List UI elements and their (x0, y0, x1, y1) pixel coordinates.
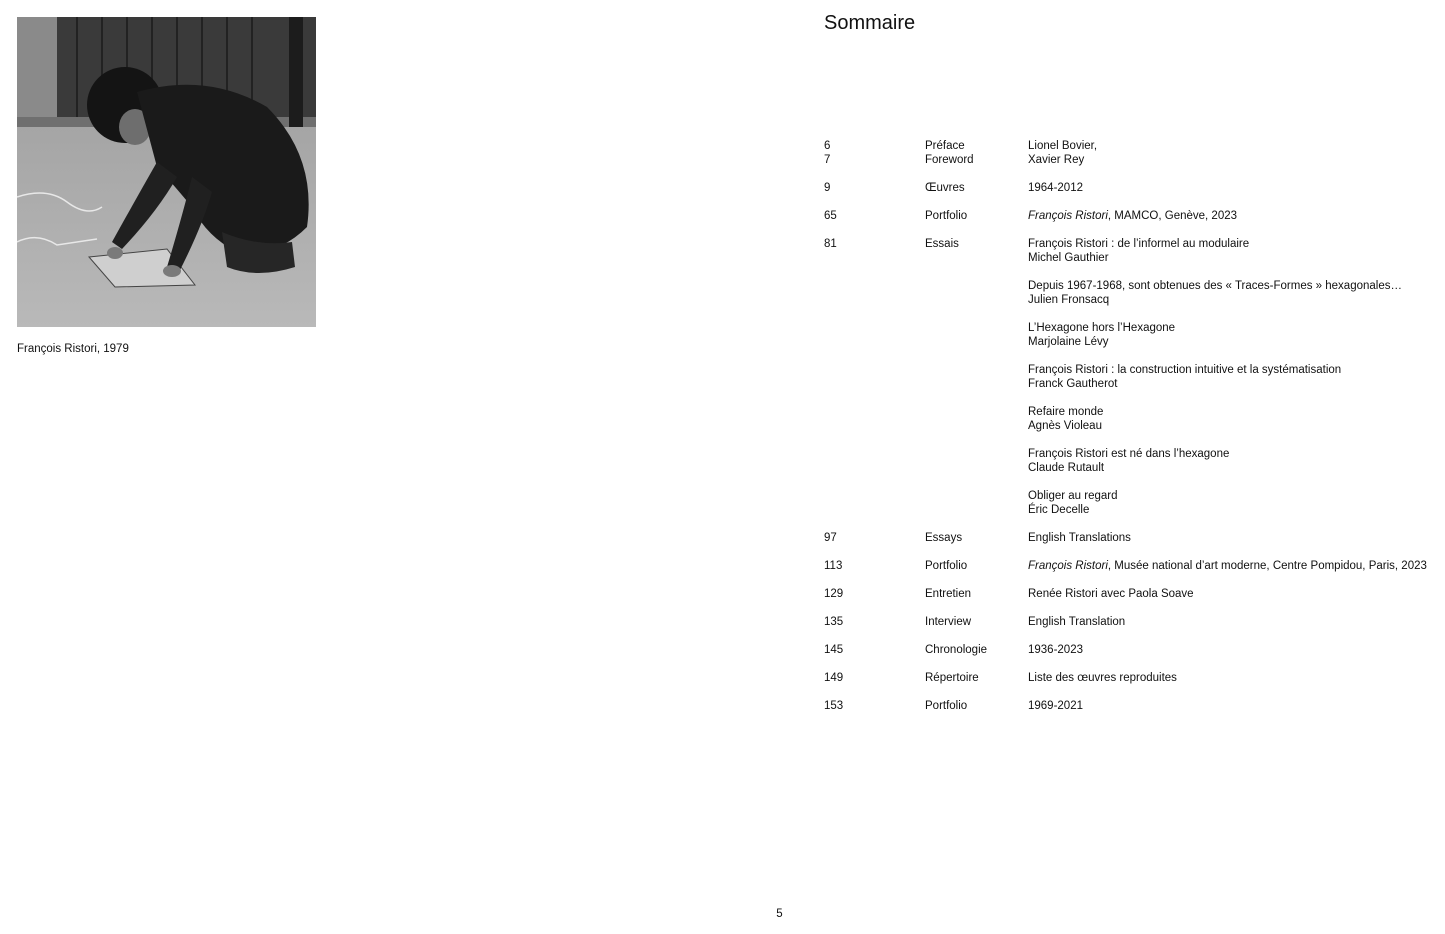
essay-item (1028, 363, 1434, 391)
essay-item (1028, 321, 1434, 349)
essay-title: Refaire monde (1028, 406, 1104, 418)
essay-author: Franck Gautherot (1028, 378, 1118, 390)
essay-author: Julien Fronsacq (1028, 294, 1110, 306)
toc-category: Préface (925, 140, 965, 152)
toc-page-number: 113 (824, 560, 843, 572)
toc-text: 1964-2012 (1028, 182, 1083, 194)
toc-page-number: 97 (824, 532, 837, 544)
toc-entry (824, 643, 1434, 657)
essay-author: Marjolaine Lévy (1028, 336, 1109, 348)
artist-photo (17, 17, 316, 327)
essay-item (1028, 489, 1434, 517)
essay-list (1028, 237, 1434, 517)
toc-page-number: 145 (824, 644, 844, 656)
toc-text: 1936-2023 (1028, 644, 1083, 656)
essay-author: Éric Decelle (1028, 504, 1090, 516)
toc-page-number: 6 (824, 140, 831, 152)
toc-pages (824, 139, 925, 167)
page-number: 5 (776, 908, 783, 920)
essay-author: Michel Gauthier (1028, 252, 1109, 264)
toc-text-italic: François Ristori (1028, 210, 1108, 222)
essay-title: Obliger au regard (1028, 490, 1118, 502)
toc-text: , MAMCO, Genève, 2023 (1107, 210, 1238, 222)
essay-item (1028, 279, 1434, 307)
toc-entry (824, 237, 1434, 517)
toc-text: Renée Ristori avec Paola Soave (1028, 588, 1194, 600)
toc-entry (824, 587, 1434, 601)
essay-title: Depuis 1967-1968, sont obtenues des « Traces-Formes » hexagonales… (1028, 280, 1402, 292)
essay-title: L’Hexagone hors l’Hexagone (1028, 322, 1176, 334)
toc-text: Liste des œuvres reproduites (1028, 672, 1177, 684)
toc-entry (824, 699, 1434, 713)
artist-photo-image (17, 17, 316, 327)
toc-category: Interview (925, 616, 972, 628)
toc-description (1028, 139, 1434, 167)
toc-page-number: 81 (824, 238, 837, 250)
essay-item (1028, 405, 1434, 433)
toc-entry (824, 615, 1434, 629)
essay-title: François Ristori : de l’informel au modulaire (1028, 238, 1250, 250)
essay-item (1028, 237, 1434, 265)
toc-category: Foreword (925, 154, 974, 166)
toc-entry (824, 559, 1434, 573)
essay-author: Agnès Violeau (1028, 420, 1102, 432)
toc-category: Portfolio (925, 700, 968, 712)
toc-category: Répertoire (925, 672, 979, 684)
essay-title: François Ristori est né dans l’hexagone (1028, 448, 1230, 460)
toc-page-number: 9 (824, 182, 831, 194)
toc-page-number: 65 (824, 210, 837, 222)
toc-text-italic: François Ristori (1028, 560, 1108, 572)
toc-title: Sommaire (824, 12, 916, 34)
toc-category: Entretien (925, 588, 972, 600)
toc-text: , Musée national d’art moderne, Centre Pompidou, Paris, 2023 (1107, 560, 1427, 572)
toc-category: Portfolio (925, 210, 968, 222)
toc-text: English Translations (1028, 532, 1131, 544)
photo-caption: François Ristori, 1979 (17, 343, 129, 355)
toc-page-number: 135 (824, 616, 844, 628)
toc-page-number: 129 (824, 588, 844, 600)
toc-category: Portfolio (925, 560, 968, 572)
toc-text: English Translation (1028, 616, 1126, 628)
toc-text: 1969-2021 (1028, 700, 1083, 712)
toc-entry (824, 209, 1434, 223)
table-of-contents (824, 139, 1434, 727)
toc-category: Essais (925, 238, 959, 250)
toc-entry (824, 671, 1434, 685)
toc-page-number: 153 (824, 700, 844, 712)
toc-category: Œuvres (925, 182, 965, 194)
toc-text: Xavier Rey (1028, 154, 1085, 166)
essay-title: François Ristori : la construction intuitive et la systématisation (1028, 364, 1342, 376)
toc-categories (925, 139, 1028, 167)
essay-item (1028, 447, 1434, 475)
toc-page-number: 7 (824, 154, 831, 166)
toc-category: Chronologie (925, 644, 988, 656)
toc-entry (824, 181, 1434, 195)
essay-author: Claude Rutault (1028, 462, 1105, 474)
toc-text: Lionel Bovier, (1028, 140, 1098, 152)
toc-entry (824, 531, 1434, 545)
toc-description (1028, 209, 1434, 223)
toc-description (1028, 559, 1434, 573)
toc-page-number: 149 (824, 672, 844, 684)
toc-entry (824, 139, 1434, 167)
toc-category: Essays (925, 532, 963, 544)
